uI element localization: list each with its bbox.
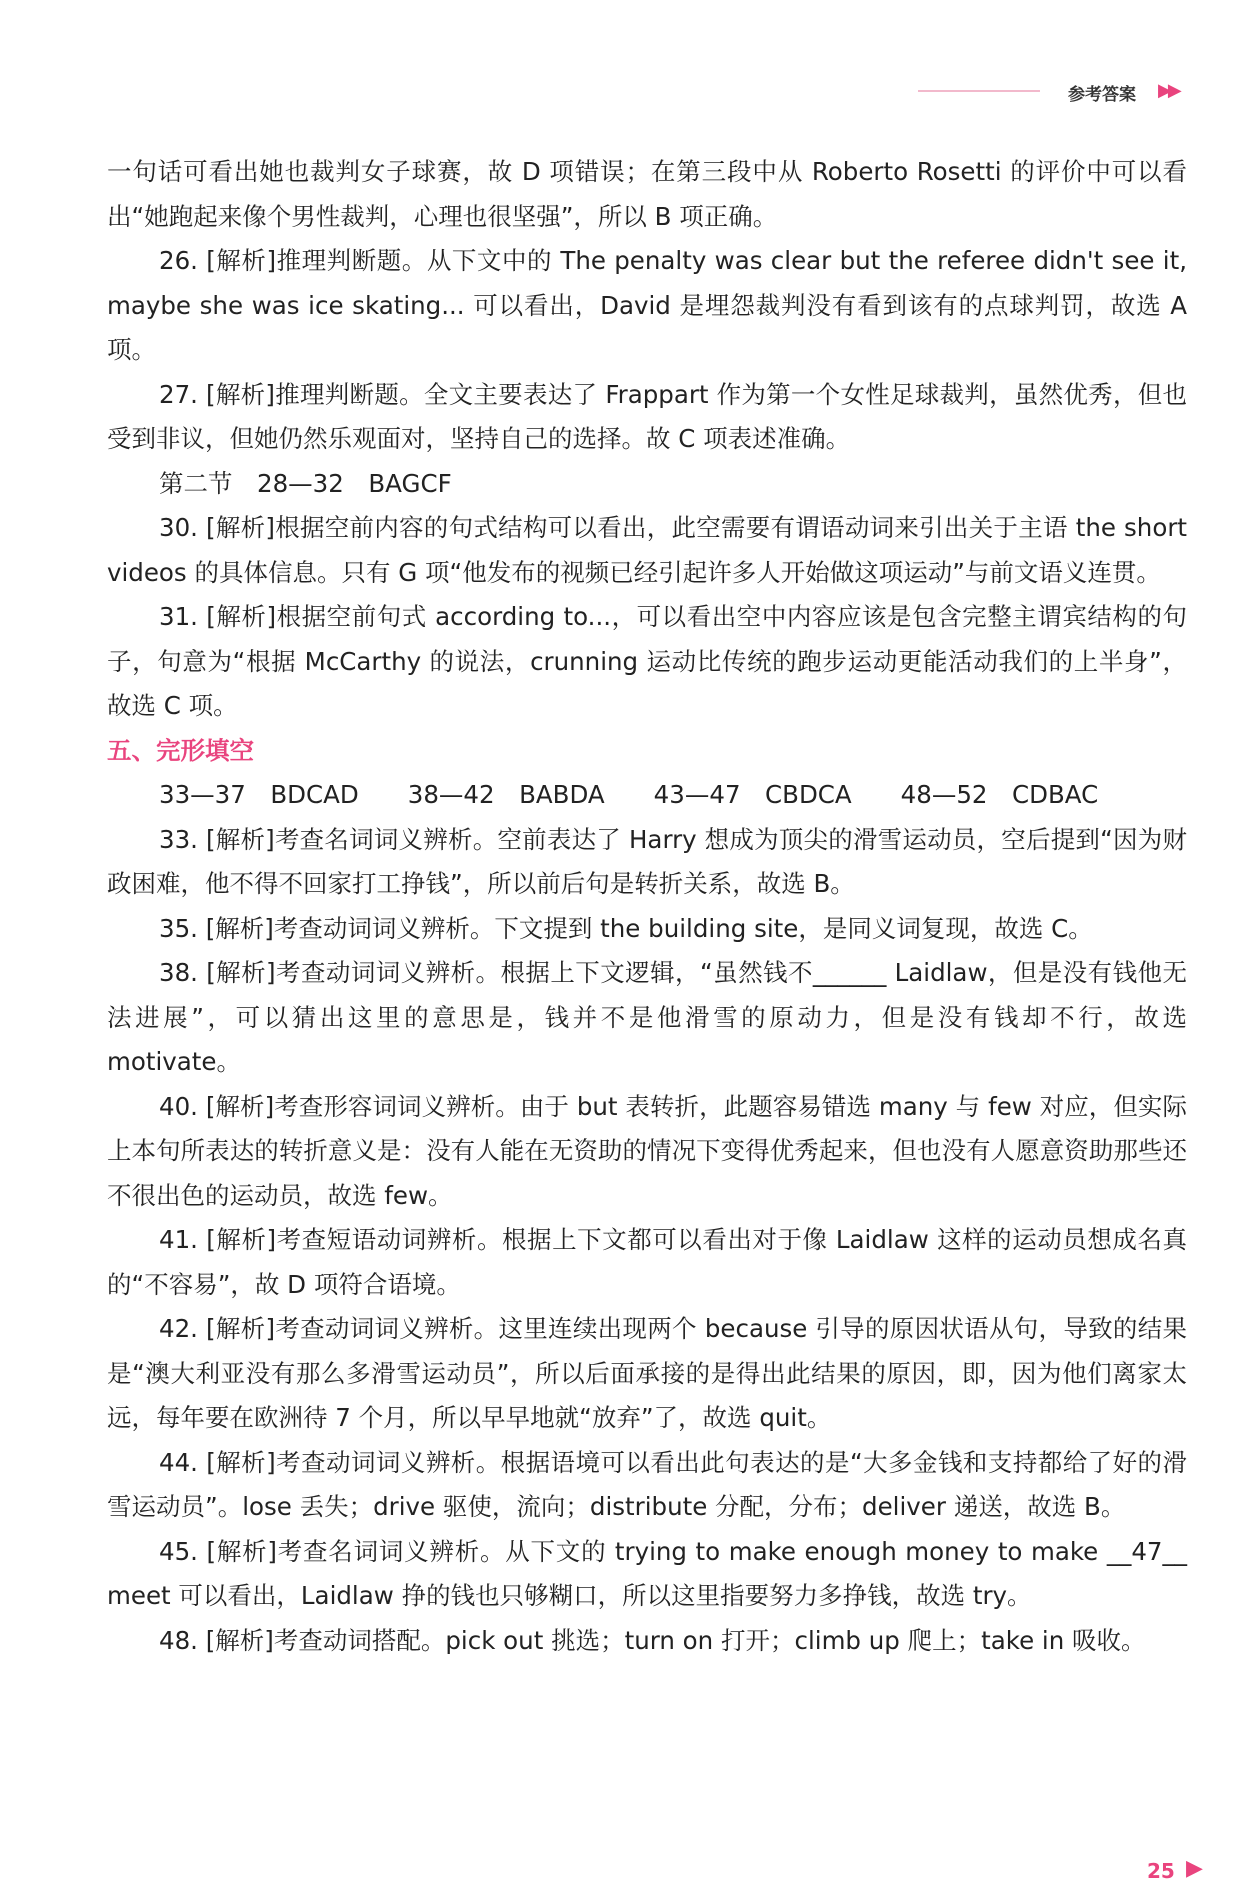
paragraph: 26. [解析]推理判断题。从下文中的 The penalty was clear but the referee didn't see it, maybe she was ice skating... 可以看出，David 是埋怨裁判没有看到该有的点球判罚，故选 A 项。 (107, 246, 1187, 364)
paragraph: 48. [解析]考查动词搭配。pick out 挑选；turn on 打开；climb up 爬上；take in 吸收。 (159, 1625, 1146, 1655)
paragraph: 42. [解析]考查动词词义辨析。这里连续出现两个 because 引导的原因状语从句，导致的结果是“澳大利亚没有那么多滑雪运动员”，所以后面承接的是得出此结果的原因，即，因为他们离家太远，每年要在欧洲待 7 个月，所以早早地就“放弃”了，故选 quit。 (107, 1314, 1187, 1432)
paragraph: 41. [解析]考查短语动词辨析。根据上下文都可以看出对于像 Laidlaw 这样的运动员想成名真的“不容易”，故 D 项符合语境。 (107, 1225, 1187, 1299)
page-number: 25 (1147, 1859, 1175, 1883)
paragraph-group-2 (107, 818, 1187, 1664)
paragraph: 44. [解析]考查动词词义辨析。根据语境可以看出此句表达的是“大多金钱和支持都给了好的滑雪运动员”。lose 丢失；drive 驱使，流向；distribute 分配，分布；deliver 递送，故选 B。 (107, 1447, 1187, 1521)
paragraph: 35. [解析]考查动词词义辨析。下文提到 the building site，是同义词复现，故选 C。 (159, 913, 1093, 943)
paragraph: 33. [解析]考查名词词义辨析。空前表达了 Harry 想成为顶尖的滑雪运动员，空后提到“因为财政困难，他不得不回家打工挣钱”，所以前后句是转折关系，故选 B。 (107, 824, 1187, 898)
page-body (107, 150, 1187, 1663)
section-heading: 五、完形填空 (107, 735, 254, 765)
paragraph: 一句话可看出她也裁判女子球赛，故 D 项错误；在第三段中从 Roberto Rosetti 的评价中可以看出“她跑起来像个男性裁判，心理也很坚强”，所以 B 项正确。 (107, 157, 1187, 231)
paragraph: 40. [解析]考查形容词词义辨析。由于 but 表转折，此题容易错选 many 与 few 对应，但实际上本句所表达的转折意义是：没有人能在无资助的情况下变得优秀起来，但也没有人愿意资助那些还不很出色的运动员，故选 few。 (107, 1091, 1187, 1210)
paragraph: 30. [解析]根据空前内容的句式结构可以看出，此空需要有谓语动词来引出关于主语 the short videos 的具体信息。只有 G 项“他发布的视频已经引起许多人开始做这项运动”与前文语义连贯。 (107, 513, 1187, 587)
paragraph: 45. [解析]考查名词词义辨析。从下文的 trying to make enough money to make __47__ meet 可以看出，Laidlaw 挣的钱也只够糊口，所以这里指要努力多挣钱，故选 try。 (107, 1536, 1187, 1610)
header-rule (918, 90, 1040, 92)
paragraph: 27. [解析]推理判断题。全文主要表达了 Frappart 作为第一个女性足球裁判，虽然优秀，但也受到非议，但她仍然乐观面对，坚持自己的选择。故 C 项表述准确。 (107, 379, 1187, 453)
paragraph: 31. [解析]根据空前句式 according to...，可以看出空中内容应该是包含完整主谓宾结构的句子，句意为“根据 McCarthy 的说法，crunning 运动比传统的跑步运动更能活动我们的上半身”，故选 C 项。 (107, 602, 1187, 720)
answers-row: 33—37 BDCAD 38—42 BABDA 43—47 CBDCA 48—52 CDBAC (159, 780, 1099, 809)
running-header: 参考答案 (1068, 85, 1136, 105)
page-arrow-icon: ▶ (1186, 1856, 1203, 1881)
paragraph: 第二节 28—32 BAGCF (159, 468, 452, 498)
paragraph-group-1 (107, 150, 1187, 729)
header-arrows-icon: ▶▶ (1158, 80, 1178, 101)
paragraph: 38. [解析]考查动词词义辨析。根据上下文逻辑，“虽然钱不______ Laidlaw，但是没有钱他无法进展”，可以猜出这里的意思是，钱并不是他滑雪的原动力，但是没有钱却不行，故选 motivate。 (107, 958, 1187, 1076)
